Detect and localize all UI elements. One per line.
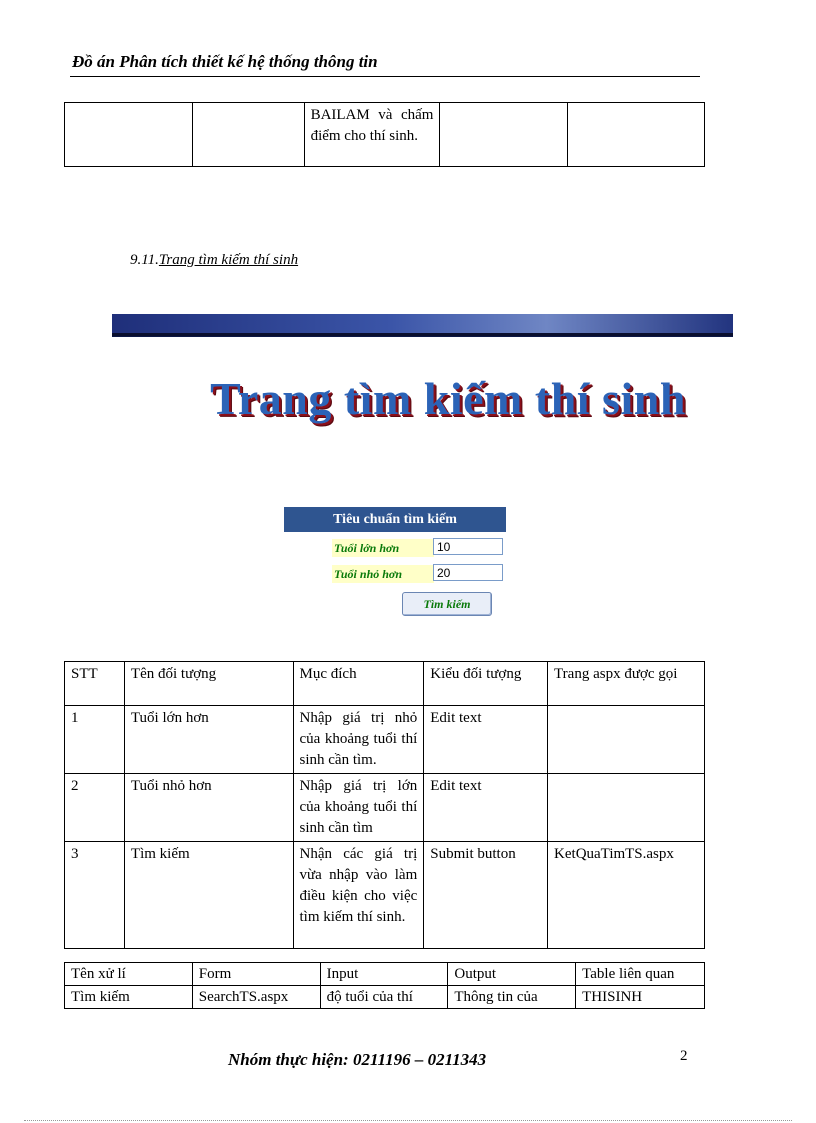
table-cell: SearchTS.aspx: [192, 986, 320, 1009]
age-greater-input[interactable]: 10: [433, 538, 503, 555]
column-header: Table liên quan: [576, 963, 705, 986]
banner-shadow: [112, 333, 733, 336]
table-cell: Nhập giá trị lớn của khoảng tuổi thí sinh cần tìm: [293, 774, 424, 842]
column-header: STT: [65, 662, 125, 706]
age-less-label: Tuổi nhỏ hơn: [332, 565, 434, 583]
process-table: [64, 962, 705, 1009]
section-number: 9.11.: [130, 252, 159, 268]
search-criteria-header: Tiêu chuẩn tìm kiếm: [284, 507, 506, 532]
table-cell: [548, 706, 705, 774]
column-header: Kiểu đối tượng: [424, 662, 548, 706]
table-cell: Tìm kiếm: [124, 842, 293, 949]
table-cell: Nhập giá trị nhỏ của khoảng tuổi thí sinh cần tìm.: [293, 706, 424, 774]
column-header: Tên xử lí: [65, 963, 193, 986]
age-less-input[interactable]: 20: [433, 564, 503, 581]
table-cell: Submit button: [424, 842, 548, 949]
table-cell: [440, 103, 568, 167]
footer-group-text: Nhóm thực hiện: 0211196 – 0211343: [228, 1050, 487, 1069]
table-row: [65, 986, 705, 1009]
table-row: [65, 706, 705, 774]
age-greater-label: Tuổi lớn hơn: [332, 539, 434, 557]
table-cell: [65, 103, 193, 167]
section-title: Trang tìm kiếm thí sinh: [158, 252, 299, 268]
table-cell: [568, 103, 705, 167]
page-bottom-border: [24, 1120, 792, 1121]
table-cell: Tuổi lớn hơn: [124, 706, 293, 774]
table-header-row: [65, 963, 705, 986]
document-header: Đồ án Phân tích thiết kế hệ thống thông tin: [72, 52, 378, 71]
page-number: 2: [680, 1048, 688, 1064]
table-cell: [548, 774, 705, 842]
table-cell: THISINH: [576, 986, 705, 1009]
table-row: [65, 774, 705, 842]
table-cell: 2: [65, 774, 125, 842]
column-header: Mục đích: [293, 662, 424, 706]
page-title: Trang tìm kiếm thí sinh: [210, 373, 686, 424]
column-header: Trang aspx được gọi: [548, 662, 705, 706]
search-button[interactable]: Tìm kiếm: [402, 592, 492, 616]
column-header: Input: [320, 963, 448, 986]
table-cell: BAILAM và chấm điểm cho thí sinh.: [304, 103, 440, 167]
table-cell: Edit text: [424, 706, 548, 774]
table-cell: Nhận các giá trị vừa nhập vào làm điều kiện cho việc tìm kiếm thí sinh.: [293, 842, 424, 949]
table-header-row: [65, 662, 705, 706]
search-criteria-panel: [284, 507, 506, 617]
table-cell: độ tuổi của thí: [320, 986, 448, 1009]
column-header: Form: [192, 963, 320, 986]
section-heading: [130, 252, 298, 269]
objects-table: [64, 661, 705, 949]
table-cell: Thông tin của: [448, 986, 576, 1009]
column-header: Tên đối tượng: [124, 662, 293, 706]
column-header: Output: [448, 963, 576, 986]
table-cell: Tìm kiếm: [65, 986, 193, 1009]
table-cell: [192, 103, 304, 167]
table-cell: Tuổi nhỏ hơn: [124, 774, 293, 842]
continued-table: [64, 102, 705, 167]
table-cell: Edit text: [424, 774, 548, 842]
table-row: [65, 842, 705, 949]
table-cell: 1: [65, 706, 125, 774]
header-divider: [70, 76, 700, 77]
table-cell: KetQuaTimTS.aspx: [548, 842, 705, 949]
table-cell: 3: [65, 842, 125, 949]
